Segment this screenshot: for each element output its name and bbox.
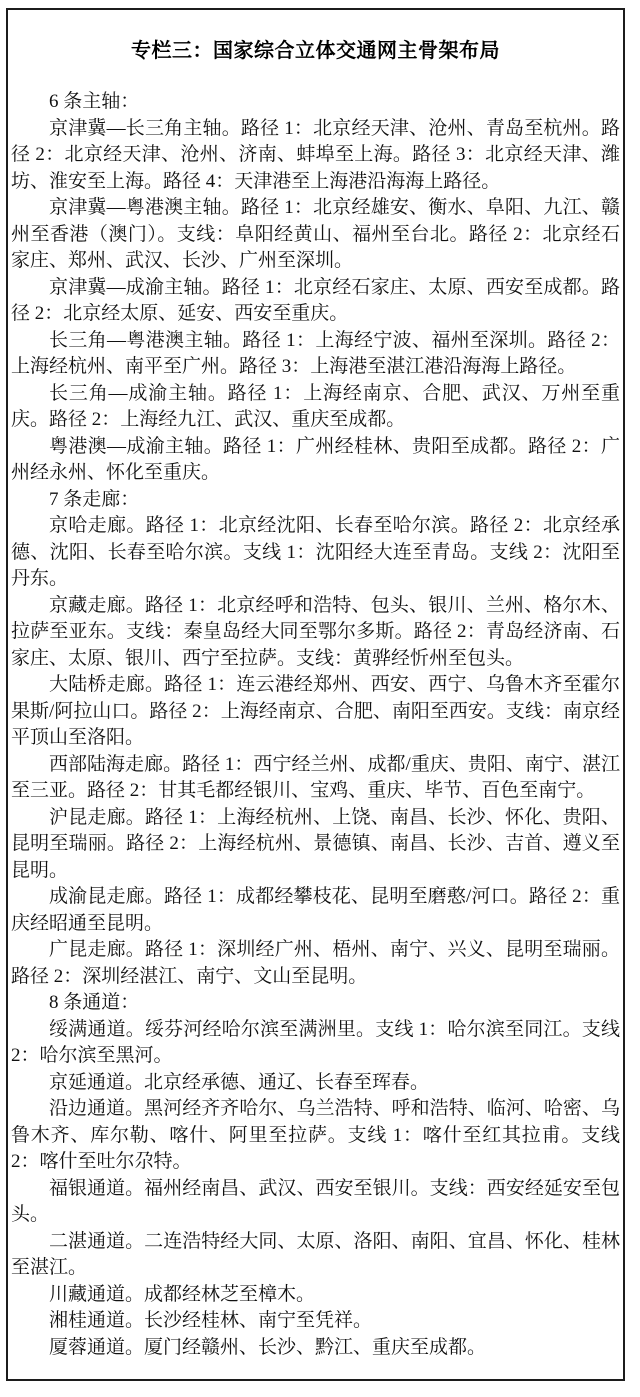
paragraph-axis-3: 京津冀—成渝主轴。路径 1：北京经石家庄、太原、西安至成都。路径 2：北京经太原、延安、西安至重庆。 [11,276,620,324]
paragraph-channel-7: 湘桂通道。长沙经桂林、南宁至凭祥。 [49,1310,373,1331]
paragraph-channel-3: 沿边通道。黑河经齐齐哈尔、乌兰浩特、呼和浩特、临河、哈密、乌鲁木齐、库尔勒、喀什、阿里至拉萨。支线 1：喀什至红其拉甫。支线 2：喀什至吐尔尕特。 [11,1098,620,1172]
paragraph-channel-5: 二湛通道。二连浩特经大同、太原、洛阳、南阳、宜昌、怀化、桂林至湛江。 [11,1230,620,1278]
section-heading-corridors: 7 条走廊： [49,488,140,510]
paragraph-channel-2: 京延通道。北京经承德、通辽、长春至珲春。 [49,1071,430,1093]
paragraph-corridor-3: 大陆桥走廊。路径 1：连云港经郑州、西安、西宁、乌鲁木齐至霍尔果斯/阿拉山口。路径 2：上海经南京、合肥、南阳至西安。支线：南京经平顶山至洛阳。 [11,674,620,748]
paragraph-channel-1: 绥满通道。绥芬河经哈尔滨至满洲里。支线 1：哈尔滨至同江。支线 2：哈尔滨至黑河。 [11,1018,620,1066]
paragraph-axis-1: 京津冀—长三角主轴。路径 1：北京经天津、沧州、青岛至杭州。路径 2：北京经天津、沧州、济南、蚌埠至上海。路径 3：北京经天津、潍坊、淮安至上海。路径 4：天津港至上海港沿海海上路径。 [11,117,620,192]
paragraph-corridor-6: 成渝昆走廊。路径 1：成都经攀枝花、昆明至磨憨/河口。路径 2：重庆经昭通至昆明。 [11,886,620,934]
paragraph-corridor-2: 京藏走廊。路径 1：北京经呼和浩特、包头、银川、兰州、格尔木、拉萨至亚东。支线：秦皇岛经大同至鄂尔多斯。路径 2：青岛经济南、石家庄、太原、银川、西宁至拉萨。支线：黄骅经忻州至包头。 [11,594,620,669]
paragraph-channel-6: 川藏通道。成都经林芝至樟木。 [49,1283,316,1305]
section-heading-channels: 8 条通道： [49,992,140,1013]
section-heading-axes: 6 条主轴： [49,91,140,112]
paragraph-axis-2: 京津冀—粤港澳主轴。路径 1：北京经雄安、衡水、阜阳、九江、赣州至香港（澳门）。支线：阜阳经黄山、福州至台北。路径 2：北京经石家庄、郑州、武汉、长沙、广州至深圳。 [11,197,620,271]
panel-title: 专栏三：国家综合立体交通网主骨架布局 [131,40,500,62]
paragraph-axis-4: 长三角—粤港澳主轴。路径 1：上海经宁波、福州至深圳。路径 2：上海经杭州、南平至广州。路径 3：上海港至湛江港沿海海上路径。 [11,329,620,377]
paragraph-corridor-5: 沪昆走廊。路径 1：上海经杭州、上饶、南昌、长沙、怀化、贵阳、昆明至瑞丽。路径 2：上海经杭州、景德镇、南昌、长沙、吉首、遵义至昆明。 [11,806,620,881]
paragraph-corridor-7: 广昆走廊。路径 1：深圳经广州、梧州、南宁、兴义、昆明至瑞丽。路径 2：深圳经湛江、南宁、文山至昆明。 [11,939,620,987]
paragraph-channel-8: 厦蓉通道。厦门经赣州、长沙、黔江、重庆至成都。 [49,1336,487,1358]
paragraph-corridor-4: 西部陆海走廊。路径 1：西宁经兰州、成都/重庆、贵阳、南宁、湛江至三亚。路径 2：甘其毛都经银川、宝鸡、重庆、毕节、百色至南宁。 [11,753,620,801]
panel-body [11,89,620,1361]
paragraph-channel-4: 福银通道。福州经南昌、武汉、西安至银川。支线：西安经延安至包头。 [11,1177,620,1225]
paragraph-axis-5: 长三角—成渝主轴。路径 1：上海经南京、合肥、武汉、万州至重庆。路径 2：上海经九江、武汉、重庆至成都。 [11,382,620,430]
column-panel [6,8,625,1381]
paragraph-axis-6: 粤港澳—成渝主轴。路径 1：广州经桂林、贵阳至成都。路径 2：广州经永州、怀化至重庆。 [11,435,620,483]
paragraph-corridor-1: 京哈走廊。路径 1：北京经沈阳、长春至哈尔滨。路径 2：北京经承德、沈阳、长春至哈尔滨。支线 1：沈阳经大连至青岛。支线 2：沈阳至丹东。 [11,515,620,589]
